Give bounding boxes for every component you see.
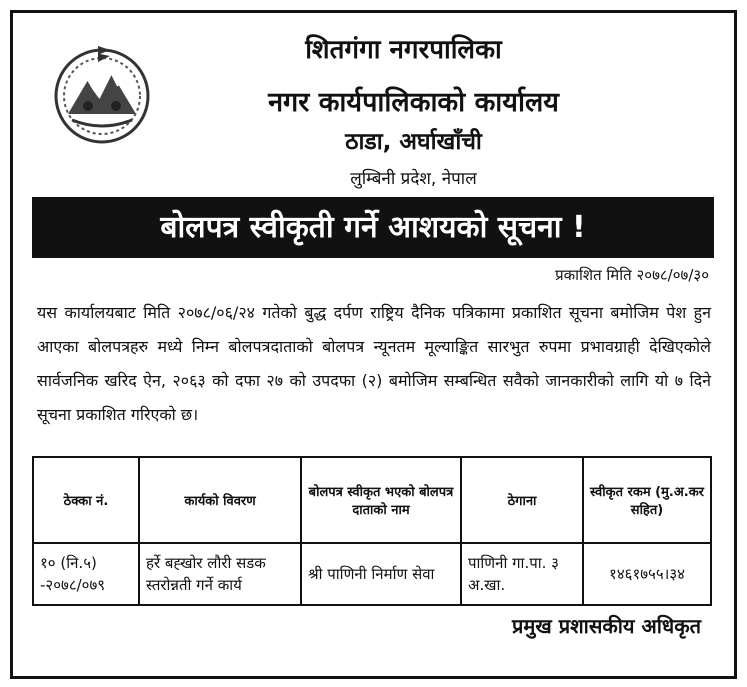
header-contract-no: ठेक्का नं. [33, 457, 139, 543]
header-amount: स्वीकृत रकम (मु.अ.कर सहित) [583, 457, 711, 543]
table-header-row [33, 457, 711, 543]
table-row [33, 543, 711, 605]
header-description: कार्यको विवरण [139, 457, 301, 543]
cell-address: पाणिनी गा.पा. ३ अ.खा. [461, 543, 583, 605]
award-table [32, 456, 712, 606]
cell-amount: १४६१७५५।३४ [583, 543, 711, 605]
province-line: लुम्बिनी प्रदेश, नेपाल [350, 169, 477, 189]
signatory-title: प्रमुख प्रशासकीय अधिकृत [512, 614, 701, 638]
cell-description: हर्रे बह्खोर लौरी सडक स्तरोन्नती गर्ने कार्य [139, 543, 301, 605]
municipality-name: शितगंगा नगरपालिका [305, 35, 502, 65]
office-name: नगर कार्यपालिकाको कार्यालय [268, 87, 559, 118]
office-location: ठाडा, अर्घाखाँची [345, 129, 482, 155]
header-address: ठेगाना [461, 457, 583, 543]
notice-title-banner: बोलपत्र स्वीकृती गर्ने आशयको सूचना ! [32, 197, 714, 258]
cell-bidder: श्री पाणिनी निर्माण सेवा [301, 543, 461, 605]
cell-contract-no: १० (नि.५) -२०७८/०७९ [33, 543, 139, 605]
notice-body: यस कार्यालयबाट मिति २०७८/०६/२४ गतेको बुद्ध दर्पण राष्ट्रिय दैनिक पत्रिकामा प्रकाशित सूचना बमोजिम पेश हुन आएका बोलपत्रहरु मध्ये निम्न बोलपत्रदाताको बोलपत्र न्यूनतम मूल्याङ्कित सारभुत रुपमा प्रभावग्राही देखिएकोले सार्वजनिक खरिद ऐन, २०६३ को दफा २७ को उपदफा (२) बमोजिम सम्बन्धित सवैको जानकारीको लागि यो ७ दिने सूचना प्रकाशित गरिएको छ। [37, 303, 711, 424]
header-bidder: बोलपत्र स्वीकृत भएको बोलपत्र दाताको नाम [301, 457, 461, 543]
published-date: प्रकाशित मिति २०७८/०७/३० [555, 266, 709, 284]
